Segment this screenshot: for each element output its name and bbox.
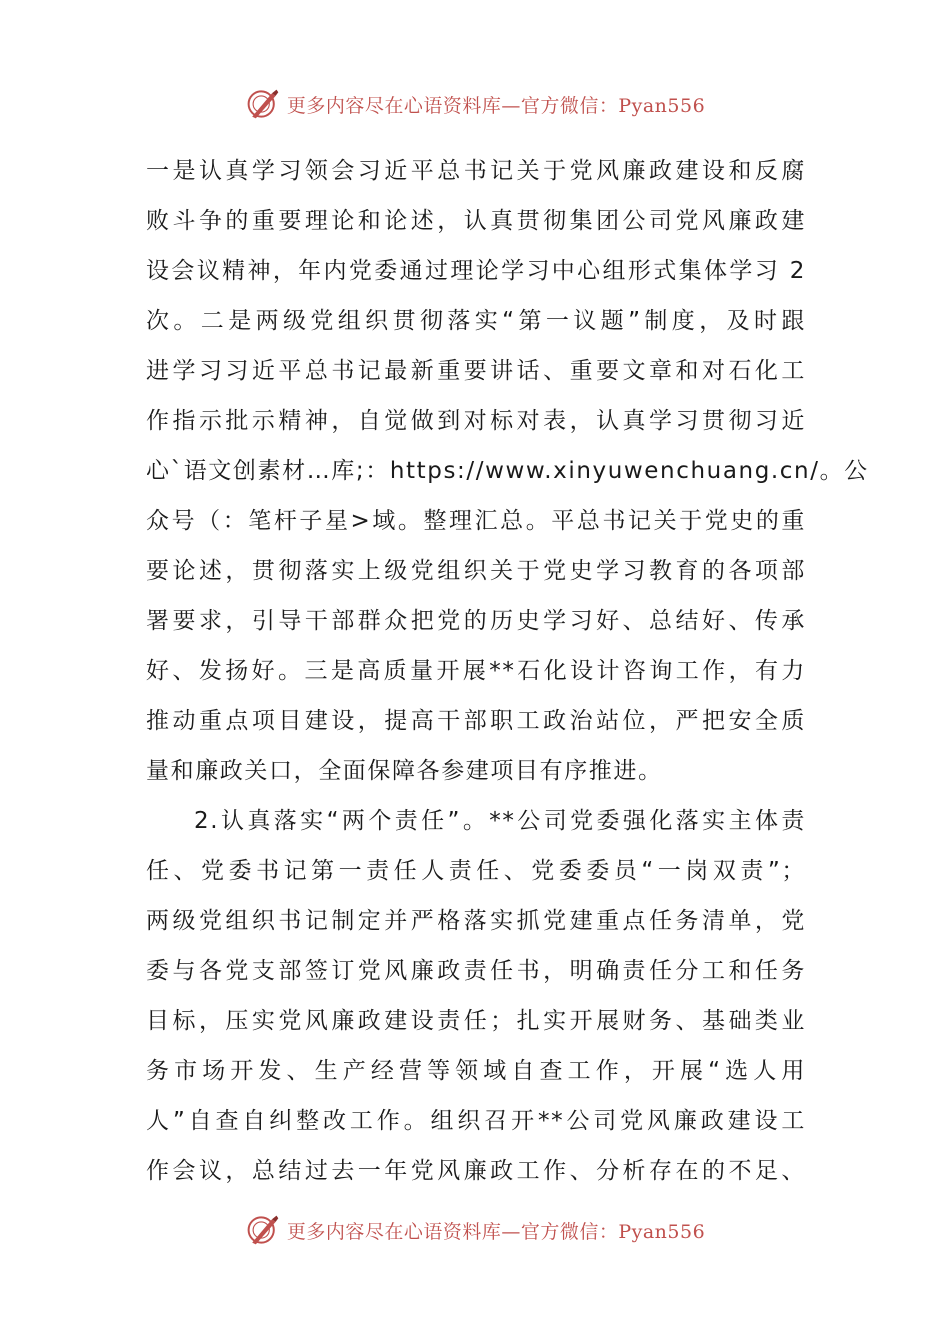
text-line: 人”自查自纠整改工作。组织召开**公司党风廉政建设工 — [146, 1108, 806, 1134]
text-line: 务市场开发、生产经营等领域自查工作，开展“选人用 — [146, 1058, 806, 1084]
text-line: 量和廉政关口，全面保障各参建项目有序推进。 — [146, 758, 663, 784]
text-line: 推动重点项目建设，提高干部职工政治站位，严把安全质 — [146, 708, 806, 734]
pen-seal-logo-icon — [245, 1212, 281, 1248]
text-line: 败斗争的重要理论和论述，认真贯彻集团公司党风廉政建 — [146, 208, 806, 234]
text-line: 好、发扬好。三是高质量开展**石化设计咨询工作，有力 — [146, 658, 806, 684]
text-line: 要论述，贯彻落实上级党组织关于党史学习教育的各项部 — [146, 558, 806, 584]
text-line: 署要求，引导干部群众把党的历史学习好、总结好、传承 — [146, 608, 806, 634]
paragraph-1 — [146, 146, 869, 796]
text-line: 次。二是两级党组织贯彻落实“第一议题”制度，及时跟 — [146, 308, 806, 334]
text-line: 2.认真落实“两个责任”。**公司党委强化落实主体责 — [194, 808, 806, 834]
text-line: 一是认真学习领会习近平总书记关于党风廉政建设和反腐 — [146, 158, 806, 184]
text-line: 委与各党支部签订党风廉政责任书，明确责任分工和任务 — [146, 958, 806, 984]
footer-banner — [0, 1210, 950, 1250]
text-line: 任、党委书记第一责任人责任、党委委员“一岗双责”； — [146, 858, 806, 884]
text-line: 心`语文创素材…库;：https://www.xinyuwenchuang.cn/。公 — [146, 458, 869, 484]
document-body — [146, 146, 869, 1196]
text-line: 目标，压实党风廉政建设责任；扎实开展财务、基础类业 — [146, 1008, 806, 1034]
text-line: 作会议，总结过去一年党风廉政工作、分析存在的不足、 — [146, 1158, 806, 1184]
pen-seal-logo-icon — [245, 86, 281, 122]
text-line: 两级党组织书记制定并严格落实抓党建重点任务清单，党 — [146, 908, 806, 934]
text-line: 进学习习近平总书记最新重要讲话、重要文章和对石化工 — [146, 358, 806, 384]
text-line: 设会议精神，年内党委通过理论学习中心组形式集体学习 2 — [146, 258, 806, 284]
header-banner — [0, 84, 950, 124]
paragraph-2 — [146, 796, 806, 1196]
text-line: 作指示批示精神，自觉做到对标对表，认真学习贯彻习近 — [146, 408, 806, 434]
header-banner-text: 更多内容尽在心语资料库—官方微信：Pyan556 — [286, 94, 706, 117]
footer-banner-text: 更多内容尽在心语资料库—官方微信：Pyan556 — [286, 1220, 706, 1243]
text-line: 众号（：笔杆子星>域。整理汇总。平总书记关于党史的重 — [146, 508, 806, 534]
